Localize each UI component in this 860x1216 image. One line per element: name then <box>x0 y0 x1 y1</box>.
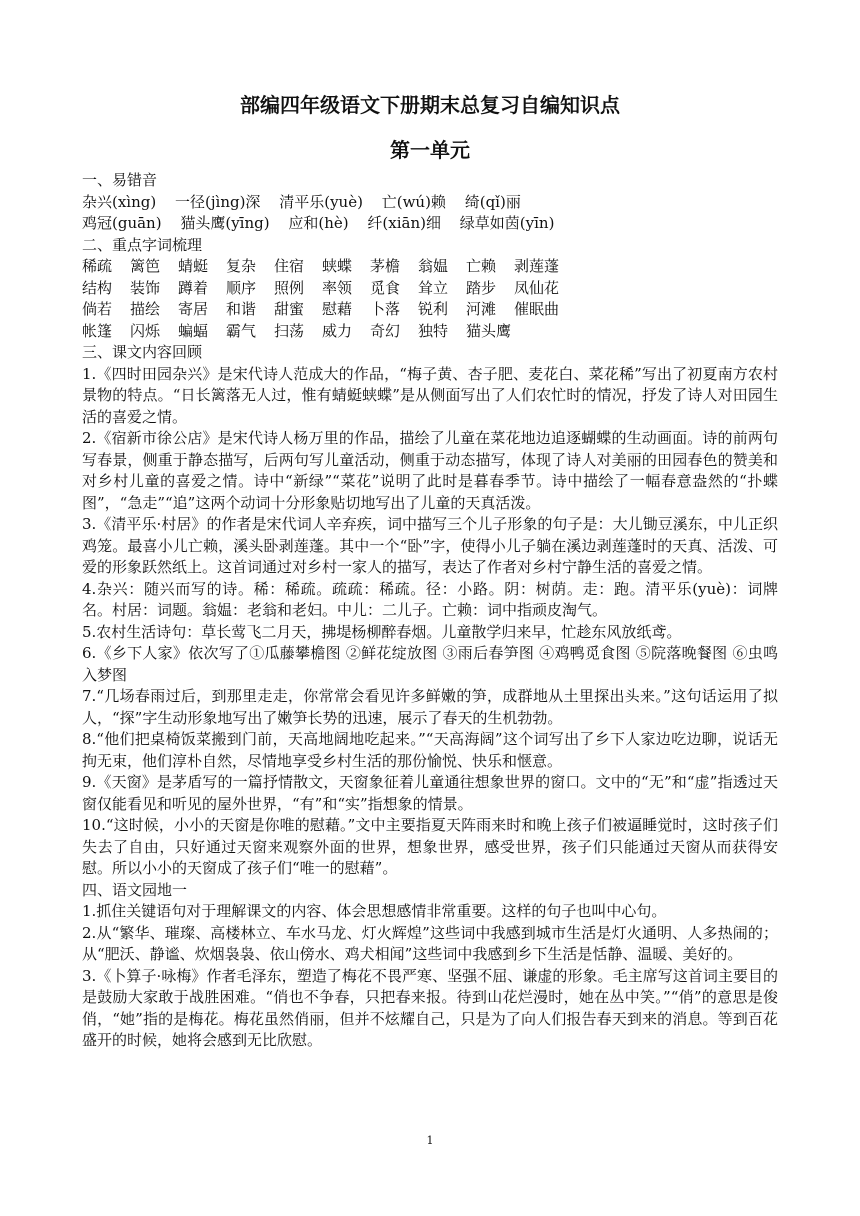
garden-paragraph: 3.《卜算子·咏梅》作者毛泽东，塑造了梅花不畏严寒、坚强不屈、谦虚的形象。毛主席写这首词主要目的是鼓励大家敢于战胜困难。“俏也不争春，只把春来报。待到山花烂漫时，她在丛中笑。”“俏”的意思是俊俏，“她”指的是梅花。梅花虽然俏丽，但并不炫耀自己，只是为了向人们报告春天到来的消息。等到百花盛开的时候，她将会感到无比欣慰。 <box>82 966 778 1049</box>
word-item: 蛱蝶 <box>322 257 353 275</box>
pinyin-item: 猫头鹰(yīng) <box>180 214 270 232</box>
word-item: 慰藉 <box>322 300 353 318</box>
word-item: 独特 <box>418 321 449 340</box>
word-item: 寄居 <box>178 300 209 318</box>
garden-paragraph: 2.从“繁华、璀璨、高楼林立、车水马龙、灯火辉煌”这些词中我感到城市生活是灯火通明、人多热闹的；从“肥沃、静谧、炊烟袅袅、依山傍水、鸡犬相闻”这些词中我感到乡下生活是恬静、温暖、美好的。 <box>82 923 778 963</box>
word-item: 剥莲蓬 <box>514 257 560 275</box>
document-title: 部编四年级语文下册期末总复习自编知识点 <box>240 93 620 117</box>
section-heading-review: 三、课文内容回顾 <box>82 343 203 361</box>
review-paragraph: 1.《四时田园杂兴》是宋代诗人范成大的作品，“梅子黄、杏子肥、麦花白、菜花稀”写出了初夏南方农村景物的特点。“日长篱落无人过，惟有蜻蜓蛱蝶”是从侧面写出了人们农忙时的情况，抒发了诗人对田园生活的喜爱之情。 <box>82 364 778 426</box>
page-number: 1 <box>426 1134 434 1147</box>
word-item: 装饰 <box>130 278 161 297</box>
word-item: 威力 <box>322 321 353 340</box>
word-item: 踏步 <box>466 278 497 297</box>
word-item: 扫荡 <box>274 321 305 340</box>
word-item: 甜蜜 <box>274 300 305 318</box>
review-paragraph: 10.“这时候，小小的天窗是你唯的慰藉。”文中主要指夏天阵雨来时和晚上孩子们被逼睡觉时，这时孩子们失去了自由，只好通过天窗来观察外面的世界，想象世界，感受世界，孩子们只能通过天窗从而获得安慰。所以小小的天窗成了孩子们“唯一的慰藉”。 <box>82 816 778 877</box>
review-paragraph: 9.《天窗》是茅盾写的一篇抒情散文，天窗象征着儿童通往想象世界的窗口。文中的“无”和“虚”指透过天窗仅能看见和听见的屋外世界，“有”和“实”指想象的情景。 <box>82 773 778 813</box>
word-item: 锐利 <box>418 300 449 318</box>
word-item: 闪烁 <box>130 321 161 340</box>
word-item: 霸气 <box>226 321 257 340</box>
word-item: 奇幻 <box>370 321 401 340</box>
pinyin-item: 清平乐(yuè) <box>279 192 363 211</box>
word-item: 催眠曲 <box>514 300 560 318</box>
word-item: 觅食 <box>370 278 401 297</box>
review-paragraph: 7.“几场春雨过后，到那里走走，你常常会看见许多鲜嫩的笋，成群地从土里探出头来。”这句话运用了拟人，“探”字生动形象地写出了嫩笋长势的迅速，展示了春天的生机勃勃。 <box>82 687 778 727</box>
section-heading-words: 二、重点字词梳理 <box>82 235 203 254</box>
word-item: 亡赖 <box>466 257 497 275</box>
pinyin-row <box>82 192 778 214</box>
review-paragraph: 6.《乡下人家》依次写了①瓜藤攀檐图 ②鲜花绽放图 ③雨后春笋图 ④鸡鸭觅食图 ⑤院落晚餐图 ⑥虫鸣入梦图 <box>82 644 778 684</box>
word-row <box>82 256 778 278</box>
word-item: 倘若 <box>82 300 113 318</box>
word-item: 复杂 <box>226 257 257 275</box>
review-paragraph: 5.农村生活诗句：草长莺飞二月天，拂堤杨柳醉春烟。儿童散学归来早，忙趁东风放纸鸢。 <box>82 622 682 641</box>
word-item: 耸立 <box>418 278 449 297</box>
pinyin-item: 亡(wú)赖 <box>381 192 446 211</box>
word-item: 卜落 <box>370 300 401 318</box>
word-item: 猫头鹰 <box>466 321 512 340</box>
unit-heading: 第一单元 <box>390 138 470 162</box>
review-paragraph: 3.《清平乐·村居》的作者是宋代词人辛弃疾，词中描写三个儿子形象的句子是：大儿锄豆溪东，中儿正织鸡笼。最喜小儿亡赖，溪头卧剥莲蓬。其中一个“卧”字，使得小儿子躺在溪边剥莲蓬时的天真、活泼、可爱的形象跃然纸上。这首词通过对乡村一家人的描写，表达了作者对乡村宁静生活的喜爱之情。 <box>82 515 778 576</box>
word-item: 描绘 <box>130 300 161 318</box>
word-item: 翁媪 <box>418 257 449 275</box>
word-item: 凤仙花 <box>514 278 560 297</box>
word-item: 茅檐 <box>370 257 401 275</box>
pinyin-item: 一径(jìng)深 <box>175 192 261 211</box>
pinyin-item: 杂兴(xìng) <box>82 192 157 211</box>
word-item: 和谐 <box>226 300 257 318</box>
pinyin-item: 鸡冠(guān) <box>82 214 162 232</box>
review-paragraph: 2.《宿新市徐公店》是宋代诗人杨万里的作品，描绘了儿童在菜花地边追逐蝴蝶的生动画面。诗的前两句写春景，侧重于静态描写，后两句写儿童活动，侧重于动态描写，体现了诗人对美丽的田园春色的赞美和对乡村儿童的喜爱之情。诗中“新绿”“菜花”说明了此时是暮春季节。诗中描绘了一幅春意盎然的“扑蝶图”，“急走”“追”这两个动词十分形象贴切地写出了儿童的天真活泼。 <box>82 429 778 512</box>
word-row <box>82 321 778 343</box>
pinyin-row <box>82 213 778 235</box>
pinyin-item: 纤(xiān)细 <box>367 214 441 232</box>
pinyin-item: 绮(qǐ)丽 <box>464 192 521 211</box>
pinyin-item: 应和(hè) <box>288 214 349 232</box>
word-item: 河滩 <box>466 300 497 318</box>
garden-paragraph: 1.抓住关键语句对于理解课文的内容、体会思想感情非常重要。这样的句子也叫中心句。 <box>82 902 667 920</box>
review-paragraph: 8.“他们把桌椅饭菜搬到门前，天高地阔地吃起来。”“天高海阔”这个词写出了乡下人家边吃边聊，说话无拘无束，他们淳朴自然，尽情地享受乡村生活的那份愉悦、快乐和惬意。 <box>82 730 778 770</box>
word-item: 帐篷 <box>82 321 113 340</box>
review-paragraph: 4.杂兴：随兴而写的诗。稀：稀疏。疏疏：稀疏。径：小路。阴：树荫。走：跑。清平乐(yuè)：词牌名。村居：词题。翁媪：老翁和老妇。中儿：二儿子。亡赖：词中指顽皮淘气。 <box>82 579 778 619</box>
word-item: 篱笆 <box>130 257 161 275</box>
word-item: 蜻蜓 <box>178 257 209 275</box>
word-item: 蝙蝠 <box>178 321 209 340</box>
pinyin-item: 绿草如茵(yīn) <box>459 214 555 232</box>
word-item: 结构 <box>82 278 113 297</box>
word-row <box>82 278 778 300</box>
section-heading-garden: 四、语文园地一 <box>82 880 188 899</box>
word-row <box>82 299 778 321</box>
word-item: 稀疏 <box>82 257 113 275</box>
section-heading-pinyin: 一、易错音 <box>82 171 158 189</box>
word-item: 蹲着 <box>178 278 209 297</box>
word-item: 顺序 <box>226 278 257 297</box>
word-item: 住宿 <box>274 257 305 275</box>
word-item: 率领 <box>322 278 353 297</box>
word-item: 照例 <box>274 278 305 297</box>
